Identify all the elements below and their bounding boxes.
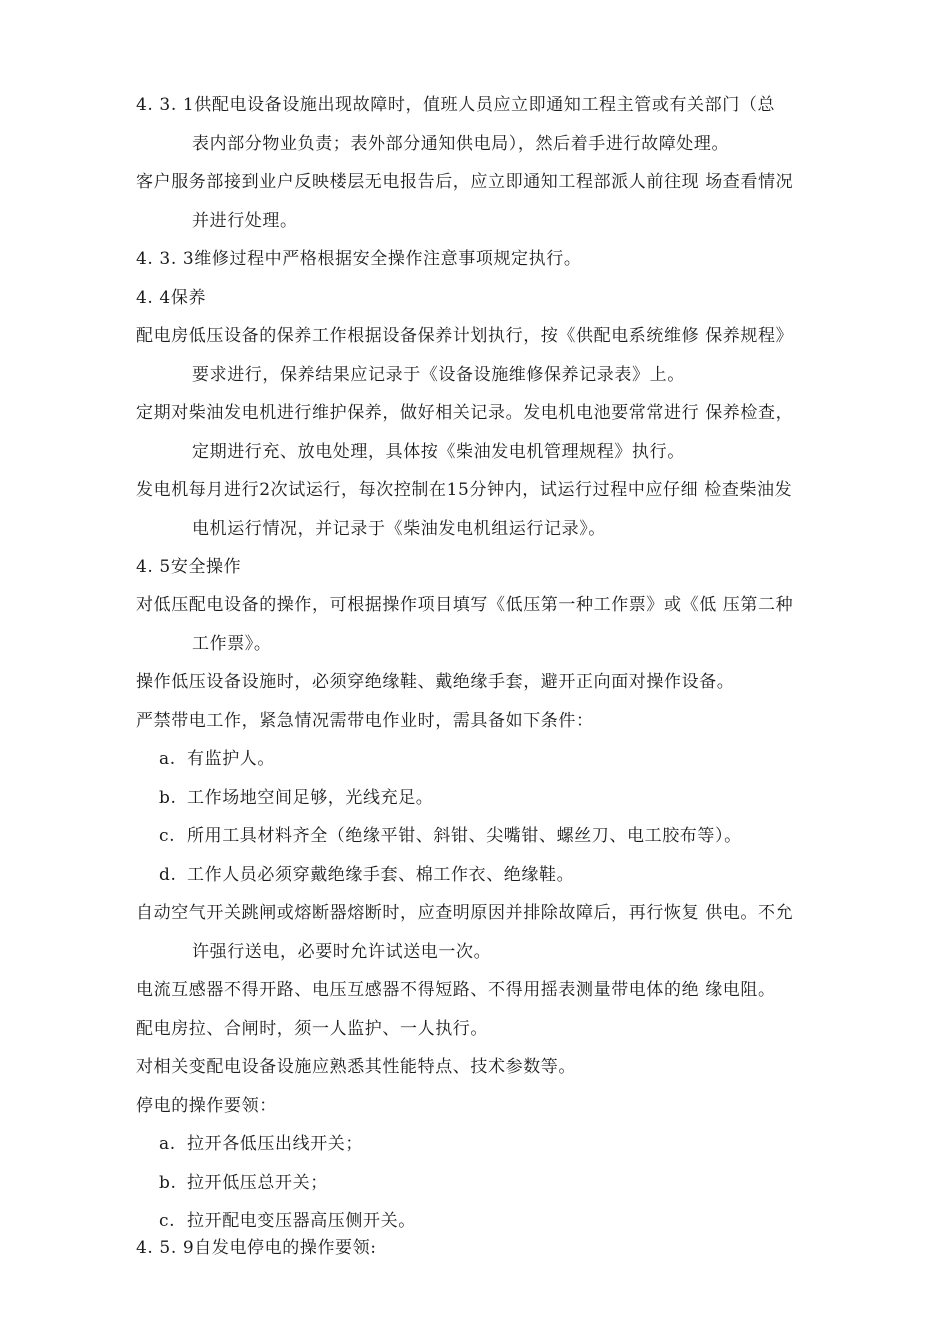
paragraph-diesel-generator-line-2: 定期进行充、放电处理，具体按《柴油发电机管理规程》执行。 xyxy=(192,442,685,462)
paragraph-4-3-1-line-1: 4. 3. 1供配电设备设施出现故障时，值班人员应立即通知工程主管或有关部门（总 xyxy=(136,95,776,115)
paragraph-power-off-procedure: 停电的操作要领： xyxy=(136,1096,277,1116)
list-marker: c. xyxy=(159,826,176,846)
paragraph-breaker-trip-line-2: 许强行送电，必要时允许试送电一次。 xyxy=(192,942,492,962)
list-item-text: 所用工具材料齐全（绝缘平钳、斜钳、尖嘴钳、螺丝刀、电工胶布等）。 xyxy=(187,826,742,846)
paragraph-work-ticket-line-1: 对低压配电设备的操作，可根据操作项目填写《低压第一种工作票》或《低 压第二种 xyxy=(136,595,794,615)
list-item xyxy=(159,1132,363,1156)
list-item xyxy=(159,1171,328,1195)
list-marker: c. xyxy=(159,1211,176,1231)
list-marker: d. xyxy=(159,865,177,885)
paragraph-4-5-9: 4. 5. 9自发电停电的操作要领: xyxy=(136,1238,377,1258)
list-marker: b. xyxy=(159,788,177,808)
paragraph-switching-supervision: 配电房拉、合闸时，须一人监护、一人执行。 xyxy=(136,1019,488,1039)
list-marker: b. xyxy=(159,1173,177,1193)
list-item xyxy=(159,747,275,771)
list-item xyxy=(159,824,742,848)
paragraph-customer-service-line-2: 并进行处理。 xyxy=(192,211,298,231)
paragraph-work-ticket-line-2: 工作票》。 xyxy=(192,634,272,654)
list-item-text: 拉开各低压出线开关； xyxy=(187,1134,363,1154)
paragraph-low-voltage-maintenance-line-1: 配电房低压设备的保养工作根据设备保养计划执行，按《供配电系统维修 保养规程》 xyxy=(136,326,794,346)
list-marker: a. xyxy=(159,1134,176,1154)
paragraph-diesel-generator-line-1: 定期对柴油发电机进行维护保养，做好相关记录。发电机电池要常常进行 保养检查， xyxy=(136,403,794,423)
paragraph-low-voltage-maintenance-line-2: 要求进行，保养结果应记录于《设备设施维修保养记录表》上。 xyxy=(192,365,685,385)
paragraph-4-3-1-line-2: 表内部分物业负责；表外部分通知供电局），然后着手进行故障处理。 xyxy=(192,134,730,154)
paragraph-transformer-rules: 电流互感器不得开路、电压互感器不得短路、不得用摇表测量带电体的绝 缘电阻。 xyxy=(136,980,776,1000)
list-item xyxy=(159,1209,416,1233)
paragraph-live-work-conditions: 严禁带电工作，紧急情况需带电作业时，需具备如下条件： xyxy=(136,711,594,731)
paragraph-generator-test-run-line-1: 发电机每月进行2次试运行，每次控制在15分钟内，试运行过程中应仔细 检查柴油发 xyxy=(136,480,793,500)
list-item-text: 有监护人。 xyxy=(187,749,275,769)
paragraph-equipment-familiarity: 对相关变配电设备设施应熟悉其性能特点、技术参数等。 xyxy=(136,1057,576,1077)
paragraph-breaker-trip-line-1: 自动空气开关跳闸或熔断器熔断时，应查明原因并排除故障后，再行恢复 供电。不允 xyxy=(136,903,794,923)
list-item xyxy=(159,863,574,887)
section-heading-4-5: 4. 5安全操作 xyxy=(136,557,242,577)
list-item xyxy=(159,786,433,810)
list-item-text: 工作人员必须穿戴绝缘手套、棉工作衣、绝缘鞋。 xyxy=(187,865,575,885)
paragraph-generator-test-run-line-2: 电机运行情况，并记录于《柴油发电机组运行记录》。 xyxy=(192,519,606,539)
paragraph-customer-service-line-1: 客户服务部接到业户反映楼层无电报告后，应立即通知工程部派人前往现 场查看情况 xyxy=(136,172,794,192)
paragraph-4-3-3: 4. 3. 3维修过程中严格根据安全操作注意事项规定执行。 xyxy=(136,249,582,269)
list-item-text: 工作场地空间足够，光线充足。 xyxy=(187,788,434,808)
section-heading-4-4: 4. 4保养 xyxy=(136,288,207,308)
list-marker: a. xyxy=(159,749,176,769)
paragraph-insulation-gear: 操作低压设备设施时，必须穿绝缘鞋、戴绝缘手套，避开正向面对操作设备。 xyxy=(136,672,735,692)
list-item-text: 拉开低压总开关； xyxy=(187,1173,328,1193)
list-item-text: 拉开配电变压器高压侧开关。 xyxy=(187,1211,416,1231)
